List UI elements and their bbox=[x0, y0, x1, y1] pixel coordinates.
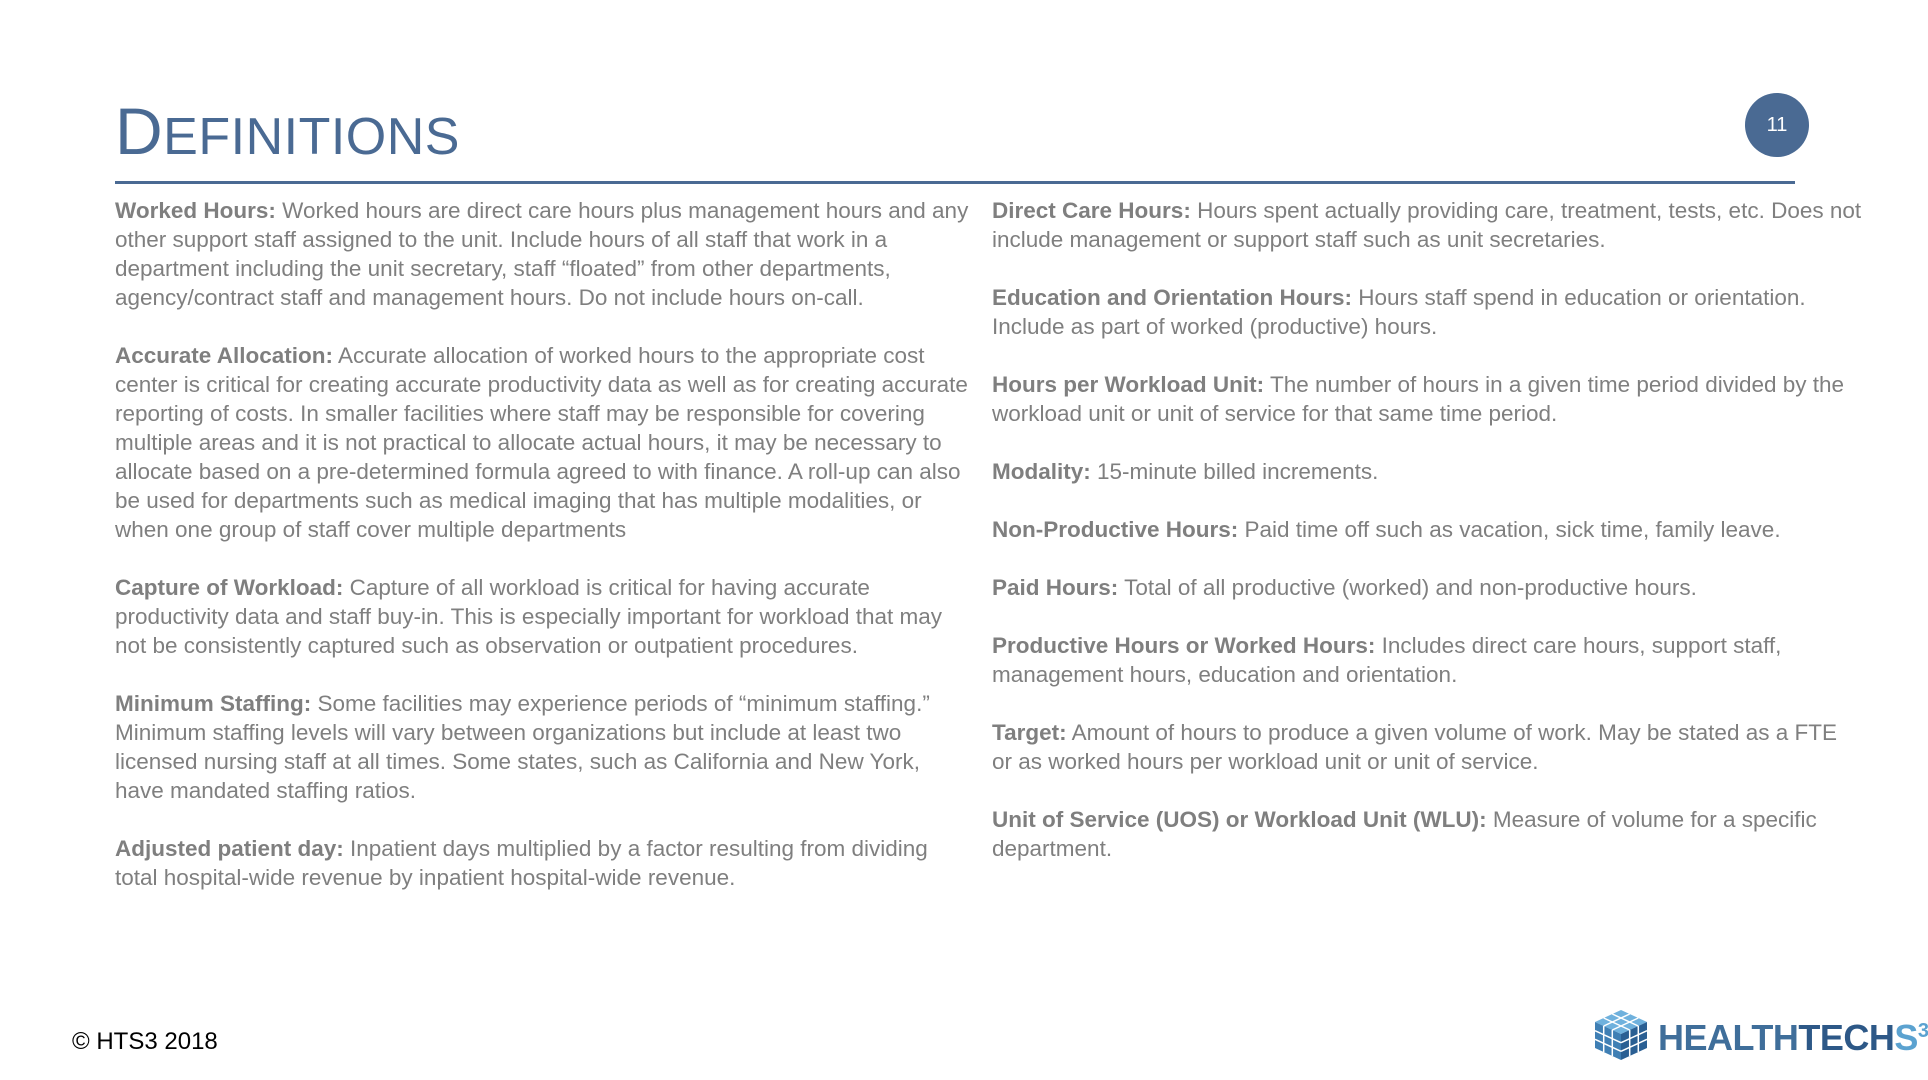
title-divider bbox=[115, 181, 1795, 184]
definition-text: Inpatient days multiplied by a factor resulting from dividing total hospital-wide revenue by inpatient hospital-wide revenue. bbox=[115, 836, 928, 890]
healthtech-logo bbox=[1592, 1008, 1928, 1067]
logo-part-health: HEALTH bbox=[1658, 1016, 1799, 1058]
definition-target bbox=[992, 718, 1862, 776]
definition-unit-of-service bbox=[992, 805, 1862, 863]
definition-text: Amount of hours to produce a given volume of work. May be stated as a FTE or as worked hours per workload unit or unit of service. bbox=[992, 720, 1837, 774]
definition-education-orientation-hours bbox=[992, 283, 1862, 341]
definition-term: Adjusted patient day: bbox=[115, 836, 344, 861]
definition-term: Capture of Workload: bbox=[115, 575, 344, 600]
definition-term: Minimum Staffing: bbox=[115, 691, 312, 716]
definition-capture-of-workload bbox=[115, 573, 975, 660]
definition-term: Target: bbox=[992, 720, 1067, 745]
logo-part-s: S bbox=[1894, 1016, 1918, 1058]
definition-non-productive-hours bbox=[992, 515, 1862, 544]
definition-term: Hours per Workload Unit: bbox=[992, 372, 1265, 397]
definition-hours-per-workload-unit bbox=[992, 370, 1862, 428]
definition-text: Includes direct care hours, support staff, management hours, education and orientation. bbox=[992, 633, 1782, 687]
definition-text: Capture of all workload is critical for having accurate productivity data and staff buy-in. This is especially important for workload that may not be consistently captured such as observation or outpatient procedures. bbox=[115, 575, 943, 658]
page-number-badge: 11 bbox=[1745, 93, 1809, 157]
definition-term: Accurate Allocation: bbox=[115, 343, 333, 368]
definition-text: Paid time off such as vacation, sick time, family leave. bbox=[1238, 517, 1781, 542]
definition-text: Hours spent actually providing care, treatment, tests, etc. Does not include management or support staff such as unit secretaries. bbox=[992, 198, 1862, 252]
logo-superscript: 3 bbox=[1917, 1019, 1928, 1042]
page-title bbox=[115, 94, 460, 168]
definition-accurate-allocation bbox=[115, 341, 975, 544]
definition-term: Paid Hours: bbox=[992, 575, 1119, 600]
definition-text: Total of all productive (worked) and non-productive hours. bbox=[1118, 575, 1697, 600]
definition-adjusted-patient-day bbox=[115, 834, 975, 892]
definition-term: Unit of Service (UOS) or Workload Unit (WLU): bbox=[992, 807, 1487, 832]
definition-text: Hours staff spend in education or orientation. Include as part of worked (productive) hours. bbox=[992, 285, 1806, 339]
definition-term: Non-Productive Hours: bbox=[992, 517, 1239, 542]
title-initial: D bbox=[115, 94, 164, 168]
definition-worked-hours bbox=[115, 196, 975, 312]
definition-text: The number of hours in a given time period divided by the workload unit or unit of service for that same time period. bbox=[992, 372, 1845, 426]
copyright-footer: © HTS3 2018 bbox=[72, 1028, 218, 1055]
cube-logo-icon bbox=[1592, 1008, 1650, 1067]
title-rest: EFINITIONS bbox=[163, 108, 460, 166]
definition-term: Productive Hours or Worked Hours: bbox=[992, 633, 1376, 658]
definition-text: Worked hours are direct care hours plus management hours and any other support staff assigned to the unit. Include hours of all staff that work in a department including the unit secretary, staff “floated” from other departments, agency/contract staff and management hours. Do not include hours on-call. bbox=[115, 198, 969, 310]
definition-text: Some facilities may experience periods of “minimum staffing.” Minimum staffing levels will vary between organizations but include at least two licensed nursing staff at all times. Some states, such as California and New York, have mandated staffing ratios. bbox=[115, 691, 930, 803]
logo-part-tech: TECH bbox=[1798, 1016, 1895, 1058]
definition-text: 15-minute billed increments. bbox=[1090, 459, 1379, 484]
definition-productive-hours bbox=[992, 631, 1862, 689]
left-definitions-column bbox=[115, 196, 975, 921]
definition-term: Direct Care Hours: bbox=[992, 198, 1191, 223]
logo-wordmark bbox=[1658, 1017, 1928, 1059]
definition-modality bbox=[992, 457, 1862, 486]
definition-direct-care-hours bbox=[992, 196, 1862, 254]
definition-term: Modality: bbox=[992, 459, 1091, 484]
definition-term: Worked Hours: bbox=[115, 198, 276, 223]
right-definitions-column bbox=[992, 196, 1862, 892]
definition-term: Education and Orientation Hours: bbox=[992, 285, 1353, 310]
definition-minimum-staffing bbox=[115, 689, 975, 805]
definition-text: Measure of volume for a specific department. bbox=[992, 807, 1817, 861]
definition-paid-hours bbox=[992, 573, 1862, 602]
definition-text: Accurate allocation of worked hours to the appropriate cost center is critical for creating accurate productivity data as well as for creating accurate reporting of costs. In smaller facilities where staff may be responsible for covering multiple areas and it is not practical to allocate actual hours, it may be necessary to allocate based on a pre-determined formula agreed to with finance. A roll-up can also be used for departments such as medical imaging that has multiple modalities, or when one group of staff cover multiple departments bbox=[115, 343, 968, 542]
